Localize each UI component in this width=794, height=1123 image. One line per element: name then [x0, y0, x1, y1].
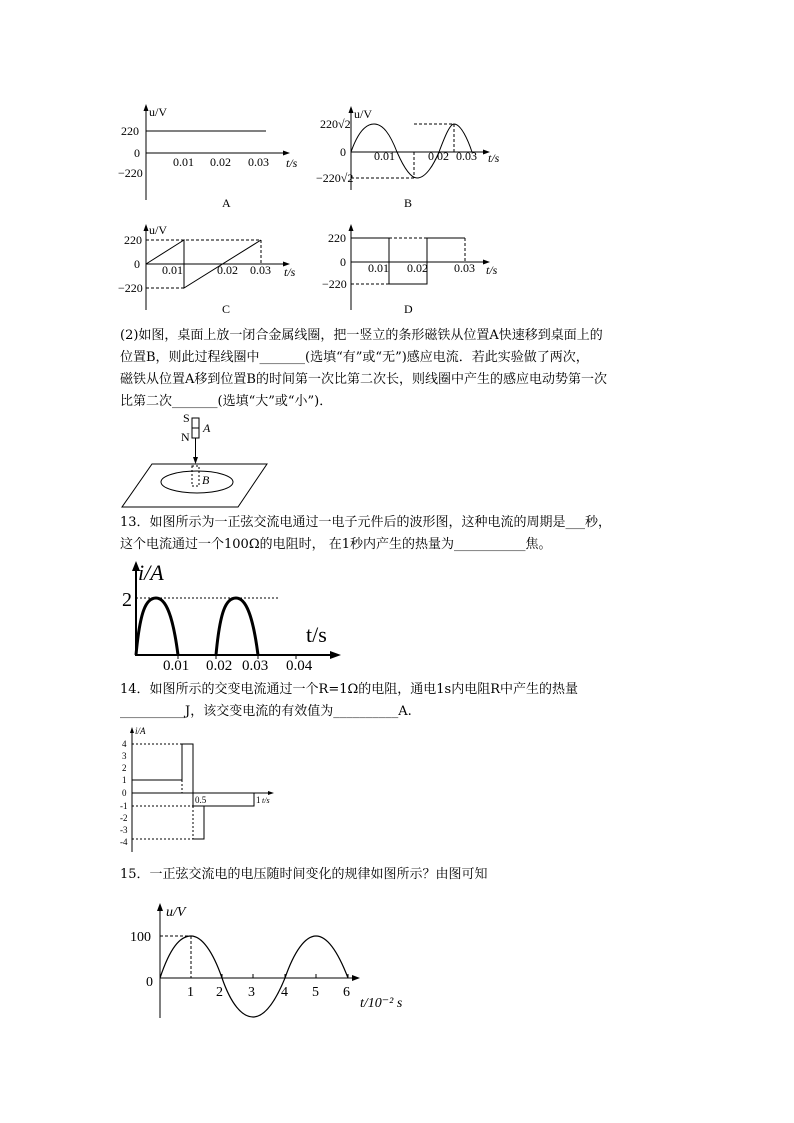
- q15-origin: 0: [146, 975, 153, 990]
- graph-c-caption: C: [222, 302, 231, 316]
- graph-c-yzero: 0: [134, 257, 140, 271]
- q14-ytick-3: 3: [122, 751, 127, 761]
- graph-b-caption: B: [404, 196, 413, 210]
- graph-a-x3: 0.03: [248, 155, 269, 169]
- q15-xlabel: t/10⁻² s: [360, 996, 403, 1011]
- graph-d-x3: 0.03: [454, 261, 475, 275]
- graph-a-xlabel: t/s: [286, 156, 298, 170]
- graph-c-ylabel: u/V: [149, 223, 167, 237]
- graph-a-ylabel: u/V: [149, 105, 167, 119]
- q14-ytick-1: 1: [122, 775, 127, 785]
- q13-x3: 0.03: [242, 658, 269, 674]
- q14-xtick-half: 0.5: [195, 795, 207, 805]
- q15-graph: [120, 900, 420, 1030]
- q12-line-1: (2)如图，桌面上放一闭合金属线圈，把一竖立的条形磁铁从位置A快速移到桌面上的: [120, 328, 603, 343]
- q12-line-3: 磁铁从位置A移到位置B的时间第一次比第二次长，则线圈中产生的感应电动势第一次: [120, 372, 607, 387]
- graph-a-yzero: 0: [134, 146, 140, 160]
- q13-ylabel: i/A: [138, 560, 164, 585]
- graph-c: [118, 222, 298, 312]
- q13-x2: 0.02: [206, 658, 233, 674]
- q14-ytick-4: 4: [122, 739, 127, 749]
- q12-line-4: 比第二次_______(选填“大”或“小”)．: [120, 394, 333, 409]
- graph-c-x3: 0.03: [250, 263, 271, 277]
- graph-a-ypos: 220: [121, 124, 139, 138]
- q15-ylabel: u/V: [166, 905, 186, 920]
- graph-b-ypos: 220√2: [320, 117, 351, 131]
- graph-d-caption: D: [404, 302, 413, 316]
- magnet-s-label: S: [183, 411, 190, 425]
- q15-sine-curve: [160, 936, 348, 1017]
- position-a-label: A: [203, 421, 211, 435]
- graph-c-ypos: 220: [124, 233, 142, 247]
- graph-c-xlabel: t/s: [284, 265, 296, 279]
- q15-xtick-3: 3: [248, 985, 255, 1000]
- q13-x1: 0.01: [163, 658, 190, 674]
- graph-b-x2: 0.02: [428, 149, 449, 163]
- magnet-coil-figure: [120, 412, 270, 512]
- q14-line-2: __________J，该交变电流的有效值为__________A.: [120, 704, 412, 719]
- graph-b-ylabel: u/V: [354, 107, 372, 121]
- q14-ylabel: i/A: [135, 726, 146, 736]
- q14-ytick-m3: -3: [120, 825, 128, 835]
- q15-ypeak: 100: [130, 930, 151, 945]
- q13-x4: 0.04: [286, 658, 313, 674]
- graph-d-x1: 0.01: [368, 261, 389, 275]
- graph-a: [118, 100, 298, 210]
- q14-line-1: 14．如图所示的交变电流通过一个R=1Ω的电阻，通电1s内电阻R中产生的热量: [120, 682, 579, 697]
- q14-ytick-2: 2: [122, 763, 127, 773]
- graph-b-x3: 0.03: [456, 149, 477, 163]
- q15-xtick-4: 4: [281, 985, 288, 1000]
- graph-c-yneg: −220: [118, 281, 143, 295]
- q14-ytick-m4: -4: [120, 837, 128, 847]
- q14-graph: [120, 726, 280, 856]
- q15-xtick-2: 2: [216, 985, 223, 1000]
- q13-text: [120, 512, 680, 556]
- graph-b-yzero: 0: [340, 145, 346, 159]
- q15-text: [120, 864, 680, 886]
- q13-graph: [118, 556, 348, 674]
- graph-b-yneg: −220√2: [316, 171, 354, 185]
- q12-part2-text: [120, 325, 680, 413]
- graph-a-yneg: −220: [118, 166, 143, 180]
- graph-d-xlabel: t/s: [486, 263, 498, 277]
- metal-coil: [161, 471, 233, 493]
- q13-line-1: 13．如图所示为一正弦交流电通过一电子元件后的波形图，这种电流的周期是___秒，: [120, 515, 612, 530]
- q14-ytick-m1: -1: [120, 801, 128, 811]
- q15-line-1: 15．一正弦交流电的电压随时间变化的规律如图所示？由图可知: [120, 867, 488, 882]
- graph-a-x2: 0.02: [210, 155, 231, 169]
- graph-b: [318, 102, 518, 192]
- q13-half-wave-1: [136, 598, 178, 655]
- graph-b-x1: 0.01: [374, 149, 395, 163]
- q13-ypeak: 2: [122, 589, 132, 611]
- graph-c-x1: 0.01: [162, 263, 183, 277]
- graph-a-caption: A: [222, 196, 231, 210]
- table-surface: [122, 464, 267, 507]
- graph-d-x2: 0.02: [407, 261, 428, 275]
- graph-d-ypos: 220: [328, 231, 346, 245]
- position-b-label: B: [202, 473, 210, 487]
- q15-xtick-5: 5: [312, 985, 319, 1000]
- graph-c-x2: 0.02: [217, 263, 238, 277]
- q15-xtick-6: 6: [343, 985, 350, 1000]
- graph-a-x1: 0.01: [173, 155, 194, 169]
- q14-ytick-0: 0: [122, 788, 127, 798]
- graph-d: [318, 222, 518, 312]
- q13-line-2: 这个电流通过一个100Ω的电阻时， 在1秒内产生的热量为___________焦。: [120, 537, 552, 552]
- q13-half-wave-2: [216, 598, 258, 655]
- q15-xtick-1: 1: [187, 985, 194, 1000]
- q13-xlabel: t/s: [306, 622, 327, 647]
- q12-line-2: 位置B，则此过程线圈中_______(选填“有”或“无”)感应电流．若此实验做了两次，: [120, 350, 589, 365]
- q14-text: [120, 679, 680, 723]
- graph-d-yneg: −220: [322, 277, 347, 291]
- q14-ytick-m2: -2: [120, 813, 128, 823]
- q14-xtick-one: 1: [256, 795, 261, 805]
- magnet-at-b: [192, 466, 199, 486]
- graph-d-yzero: 0: [340, 255, 346, 269]
- graph-b-xlabel: t/s: [488, 151, 500, 165]
- q14-xlabel: t/s: [262, 796, 270, 805]
- magnet-n-label: N: [181, 430, 190, 444]
